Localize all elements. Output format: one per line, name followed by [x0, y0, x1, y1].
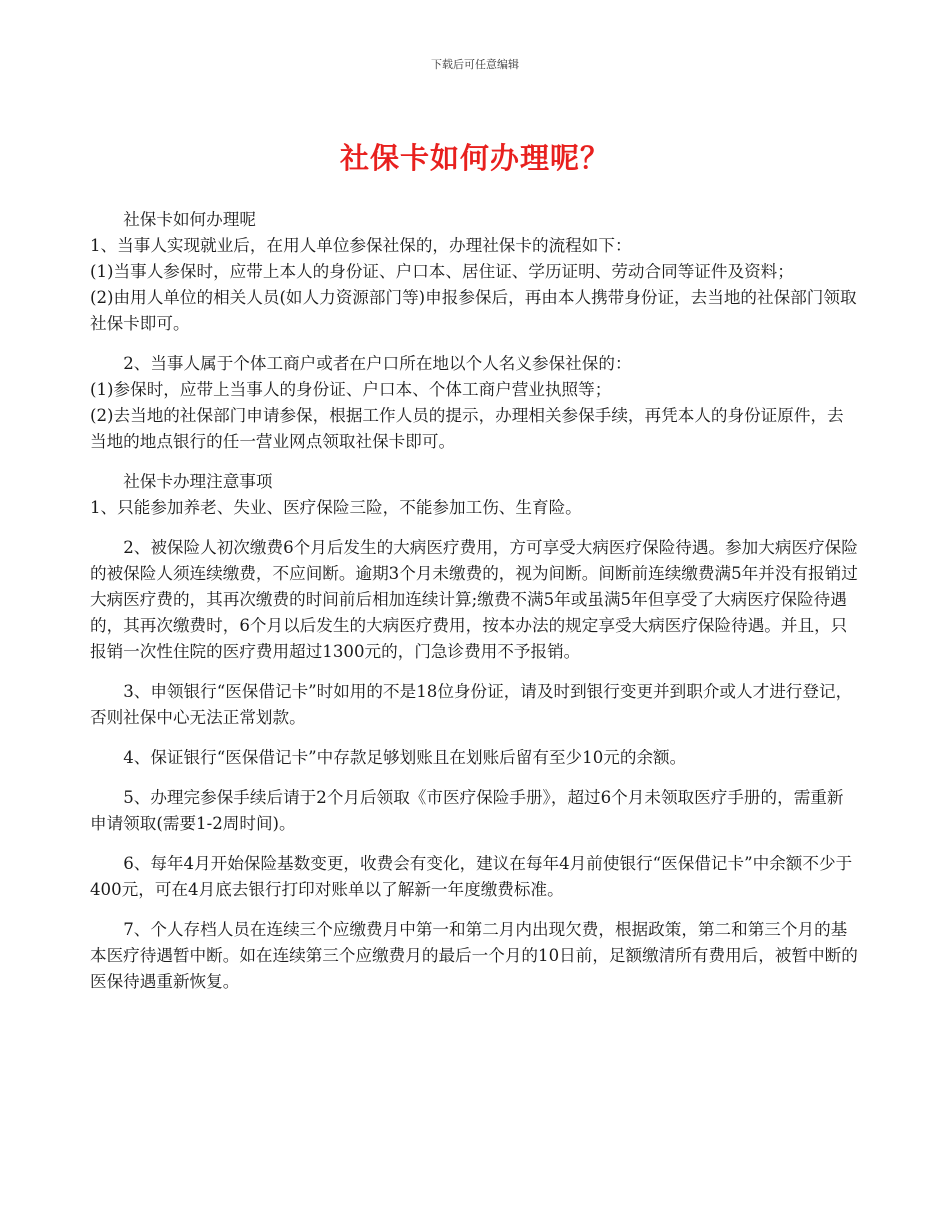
- body-paragraph: (2)由用人单位的相关人员(如人力资源部门等)申报参保后，再由本人携带身份证，去当地的社保部门领取社保卡即可。: [90, 288, 857, 333]
- body-paragraph: 1、只能参加养老、失业、医疗保险三险，不能参加工伤、生育险。: [90, 498, 582, 517]
- body-paragraph: 2、当事人属于个体工商户或者在户口所在地以个人名义参保社保的：: [123, 354, 632, 373]
- body-paragraph: 4、保证银行“医保借记卡”中存款足够划账且在划账后留有至少10元的余额。: [123, 748, 687, 767]
- document-body: [90, 207, 860, 995]
- body-paragraph: (2)去当地的社保部门申请参保，根据工作人员的提示，办理相关参保手续，再凭本人的身份证原件，去当地的地点银行的任一营业网点领取社保卡即可。: [90, 406, 844, 451]
- body-paragraph: 5、办理完参保手续后请于2个月后领取《市医疗保险手册》，超过6个月未领取医疗手册的，需重新申请领取(需要1-2周时间)。: [90, 788, 844, 833]
- body-paragraph: 7、个人存档人员在连续三个应缴费月中第一和第二月内出现欠费，根据政策，第二和第三个月的基本医疗待遇暂中断。如在连续第三个应缴费月的最后一个月的10日前，足额缴清所有费用后，被暂中断的医保待遇重新恢复。: [90, 920, 858, 991]
- body-paragraph: 2、被保险人初次缴费6个月后发生的大病医疗费用，方可享受大病医疗保险待遇。参加大病医疗保险的被保险人须连续缴费，不应间断。逾期3个月未缴费的，视为间断。间断前连续缴费满5年并没有报销过大病医疗费的，其再次缴费的时间前后相加连续计算;缴费不满5年或虽满5年但享受了大病医疗保险待遇的，其再次缴费时，6个月以后发生的大病医疗费用，按本办法的规定享受大病医疗保险待遇。并且，只报销一次性住院的医疗费用超过1300元的，门急诊费用不予报销。: [90, 538, 858, 661]
- body-paragraph: 社保卡办理注意事项: [123, 472, 273, 491]
- body-paragraph: 1、当事人实现就业后，在用人单位参保社保的，办理社保卡的流程如下：: [90, 236, 632, 255]
- body-paragraph: 6、每年4月开始保险基数变更，收费会有变化，建议在每年4月前使银行“医保借记卡”中余额不少于400元，可在4月底去银行打印对账单以了解新一年度缴费标准。: [90, 854, 853, 899]
- body-paragraph: (1)参保时，应带上当事人的身份证、户口本、个体工商户营业执照等；: [90, 380, 612, 399]
- body-paragraph: 3、申领银行“医保借记卡”时如用的不是18位身份证，请及时到银行变更并到职介或人才进行登记，否则社保中心无法正常划款。: [90, 682, 853, 727]
- body-paragraph: (1)当事人参保时，应带上本人的身份证、户口本、居住证、学历证明、劳动合同等证件及资料；: [90, 262, 794, 281]
- body-paragraph: 社保卡如何办理呢: [123, 210, 256, 229]
- page-header-note: 下载后可任意编辑: [431, 58, 519, 71]
- document-title: 社保卡如何办理呢？: [339, 141, 610, 175]
